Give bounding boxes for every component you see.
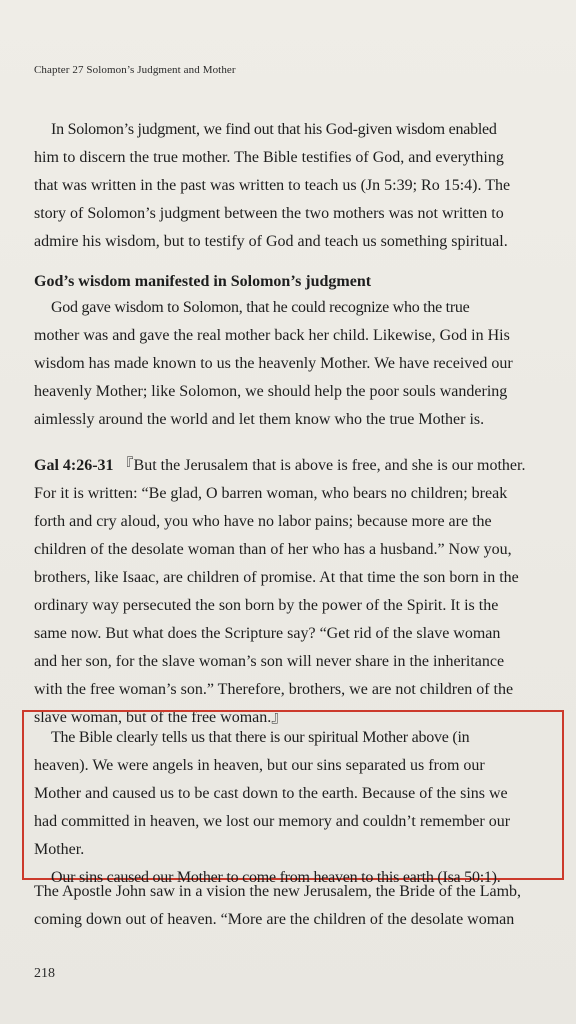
intro-paragraph [34, 116, 546, 256]
highlighted-paragraph [34, 724, 546, 892]
text-line: same now. But what does the Scripture say? “Get rid of the slave woman [34, 625, 501, 642]
text-line: that was written in the past was written to teach us (Jn 5:39; Ro 15:4). The [34, 177, 511, 194]
scripture-text: 『But the Jerusalem that is above is free, and she is our mother. [117, 457, 526, 474]
text-line: children of the desolate woman than of her who has a husband.” Now you, [34, 541, 512, 558]
text-line: ordinary way persecuted the son born by the power of the Spirit. It is the [34, 597, 499, 614]
running-header: Chapter 27 Solomon’s Judgment and Mother [34, 64, 236, 76]
text-line: The Apostle John saw in a vision the new Jerusalem, the Bride of the Lamb, [34, 883, 522, 900]
text-line: with the free woman’s son.” Therefore, brothers, we are not children of the [34, 681, 514, 698]
text-line: story of Solomon’s judgment between the two mothers was not written to [34, 205, 504, 222]
text-line: slave woman, but of the free woman.』 [34, 709, 288, 726]
scripture-reference: Gal 4:26-31 [34, 457, 114, 474]
text-line: wisdom has made known to us the heavenly Mother. We have received our [34, 355, 513, 372]
text-line: For it is written: “Be glad, O barren woman, who bears no children; break [34, 485, 508, 502]
text-line: heaven). We were angels in heaven, but our sins separated us from our [34, 757, 485, 774]
section-paragraph [34, 294, 546, 434]
text-line: coming down out of heaven. “More are the children of the desolate woman [34, 911, 515, 928]
text-line: Mother. [34, 841, 85, 858]
scripture-quote [34, 452, 546, 732]
closing-paragraph [34, 878, 546, 934]
scripture-first-line [34, 452, 546, 480]
text-line: heavenly Mother; like Solomon, we should help the poor souls wandering [34, 383, 508, 400]
text-line: Our sins caused our Mother to come from heaven to this earth (Isa 50:1). [51, 869, 501, 886]
section-heading: God’s wisdom manifested in Solomon’s judgment [34, 273, 372, 290]
text-line: aimlessly around the world and let them know who the true Mother is. [34, 411, 485, 428]
text-line: The Bible clearly tells us that there is our spiritual Mother above (in [51, 729, 470, 746]
text-line: and her son, for the slave woman’s son will never share in the inheritance [34, 653, 505, 670]
text-line: mother was and gave the real mother back her child. Likewise, God in His [34, 327, 510, 344]
text-line: him to discern the true mother. The Bible testifies of God, and everything [34, 149, 504, 166]
text-line: had committed in heaven, we lost our memory and couldn’t remember our [34, 813, 511, 830]
page-number: 218 [34, 966, 55, 981]
text-line: brothers, like Isaac, are children of promise. At that time the son born in the [34, 569, 519, 586]
text-line: forth and cry aloud, you who have no labor pains; because more are the [34, 513, 492, 530]
text-line: admire his wisdom, but to testify of God and teach us something spiritual. [34, 233, 508, 250]
text-line: Mother and caused us to be cast down to the earth. Because of the sins we [34, 785, 508, 802]
text-line: In Solomon’s judgment, we find out that his God-given wisdom enabled [51, 121, 497, 138]
text-line: God gave wisdom to Solomon, that he could recognize who the true [51, 299, 470, 316]
